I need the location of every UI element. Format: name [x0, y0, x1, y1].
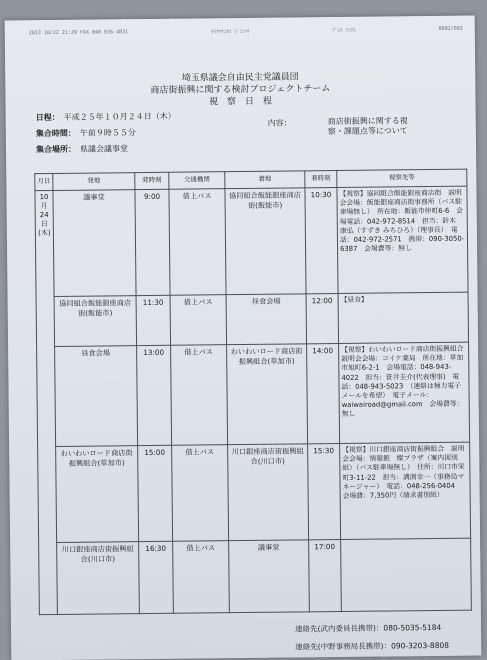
schedule-date — [36, 111, 176, 123]
row-to: 昼食会場 — [226, 294, 307, 345]
row-from: 議事堂 — [53, 190, 136, 297]
row-from: わいわいロード商店街振興組合(草加市) — [56, 446, 139, 543]
gather-place-label: 集合場所： — [35, 144, 77, 155]
header-from: 発地 — [53, 173, 135, 191]
row-departure: 11:30 — [136, 295, 171, 345]
gather-time-label: 集合時間： — [35, 128, 76, 139]
header-arrival: 着時刻 — [305, 171, 337, 188]
schedule-table — [34, 169, 472, 616]
row-to: わいわいロード商店街振興組合(草加市) — [227, 344, 308, 445]
row-inspection: 【視察】わいわいロード商店街振興組合 説明会会場：コイケ薬局 所在地：草加市旭町6-2-1 会場電話：048-943-4022 担当：笹井圭介(代表理事) 電話：048-943-5023 （連絡は極力電子メールを希望） 電子メール： waiwairoad@gmail.com 会場費等：無し — [339, 342, 470, 443]
row-inspection: 【視察】協同組合飯能銀座商店街 説明会会場：飯能銀座商店街事務所（バス駐車場無し） 所在地：飯能市仲町6-6 会場電話：042-972-8514 担当：鈴木 康弘（すずき みちひろ）（理事長） 電話：042-972-2571 携帯：090-3050-6387 会場費等：無し — [337, 186, 468, 293]
header-departure: 発時刻 — [135, 172, 169, 189]
row-inspection: 【昼食】 — [338, 292, 469, 343]
row-transport: 借上バス — [172, 445, 229, 542]
gather-time-value: 午前９時５５分 — [79, 128, 136, 138]
row-to: 川口銀座商店街振興組合(川口市) — [228, 444, 309, 541]
row-transport: 借上バス — [171, 345, 228, 446]
row-from: 協同組合飯能銀座商店街(飯能市) — [54, 296, 137, 347]
row-to: 協同組合飯能銀座商店街(飯能市) — [225, 188, 306, 295]
title-line1: 埼玉県議会自由民主党議員団 — [181, 72, 299, 84]
row-arrival: 10:30 — [305, 188, 338, 294]
content-label: 内容： — [267, 118, 292, 128]
fax-page-number: 0002/003 — [438, 25, 463, 32]
fax-header — [29, 26, 463, 38]
table-row — [39, 538, 472, 615]
row-from: 川口銀座商店街振興組合(川口市) — [57, 542, 140, 615]
gather-time — [36, 127, 136, 139]
fax-header-left: 2013 10/22 21:29 FAX 048 836 4831 — [28, 29, 129, 37]
header-to: 着地 — [225, 171, 305, 189]
row-departure: 15:00 — [138, 445, 173, 541]
gather-place — [36, 143, 128, 155]
contact-line-1: 連絡先(武内委員長携帯)：080-5035-5184 — [295, 622, 442, 634]
row-transport: 借上バス — [173, 541, 230, 614]
table-row — [36, 292, 468, 347]
date-cell: 10月24日(木) — [35, 190, 57, 614]
row-arrival: 17:00 — [309, 539, 342, 611]
table-row — [35, 186, 468, 297]
row-departure: 16:30 — [139, 541, 174, 613]
date-value: 平成２５年１０月２４日（木） — [63, 111, 176, 122]
table-row — [37, 342, 470, 447]
header-transport: 交通機関 — [169, 172, 225, 190]
row-arrival: 14:00 — [307, 343, 340, 443]
content-value: 商店街振興に関する視察・課題点等について — [327, 116, 408, 137]
row-departure: 9:00 — [135, 189, 170, 295]
row-from: 昼食会場 — [55, 346, 138, 447]
fax-header-right: ﾃﾞﾝﾜ ﾌｧｸｽ — [332, 27, 356, 35]
header-inspection: 視察先等 — [337, 169, 467, 187]
row-arrival: 15:30 — [308, 443, 341, 539]
row-inspection — [341, 538, 472, 611]
title-line3: 視 察 日 程 — [208, 96, 273, 108]
row-departure: 13:00 — [137, 345, 172, 445]
date-label: 日程： — [35, 112, 60, 123]
fax-document — [5, 16, 482, 660]
title-line2: 商店街振興に関する検討プロジェクトチーム — [150, 84, 331, 96]
row-transport: 借上バス — [169, 189, 226, 296]
gather-place-value: 県議会議事堂 — [79, 144, 129, 154]
fax-header-middle: ｻｲﾀﾏｹﾝｶｲ ｼﾞﾐﾝﾄｳ — [211, 28, 250, 36]
row-inspection: 【視察】川口銀座商店街振興組合 説明会会場：情報館 燦プラザ（案内図別紙）（バス駐車場無し） 住所：川口市栄町3-11-22 担当：溝渕幸一（事務局マネージャー） 電話：048-256-0404 会場費：7,350円（請求書別紙） — [340, 442, 471, 539]
header-date: 月日 — [35, 173, 53, 190]
table-row — [38, 442, 471, 543]
row-to: 議事堂 — [229, 540, 310, 613]
row-arrival: 12:00 — [306, 294, 339, 344]
contact-line-2: 連絡先(中野事務局長携帯)：090-3203-8808 — [295, 640, 450, 652]
row-transport: 借上バス — [170, 295, 227, 346]
